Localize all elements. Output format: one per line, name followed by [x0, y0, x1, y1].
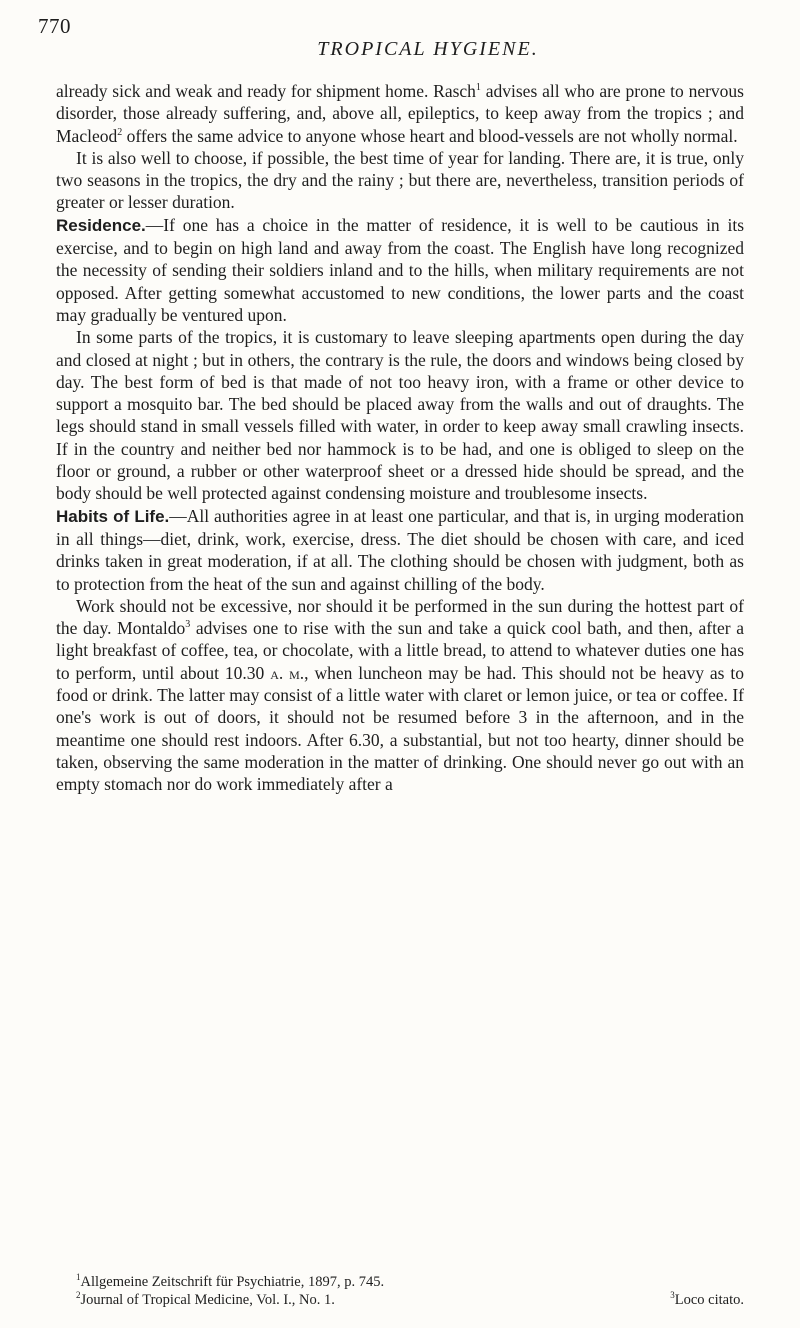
page-number: 770	[38, 14, 71, 38]
footnote-3	[670, 1291, 744, 1309]
section-heading-habits-of-life: Habits of Life.	[56, 506, 170, 526]
text-run: , when luncheon may be had. This should not be heavy as to food or drink. The latter may consist of a little water with claret or lemon juice, or tea or coffee. If one's work is out of doors, it should not be resumed before 3 in the afternoon, and in the meantime one should rest indoors. After 6.30, a substantial, but not too hearty, dinner should be taken, observing the same moderation in the matter of drinking. One should never go out with an empty stomach nor do work immediately after a	[56, 662, 744, 795]
paragraph: It is also well to choose, if possible, the best time of year for landing. There are, it is true, only two seasons in the tropics, the dry and the rainy ; but there are, nevertheless, transition periods of greater or lesser duration.	[56, 147, 744, 213]
paragraph	[56, 214, 744, 326]
footnote-marker: 2	[76, 1290, 81, 1301]
footnote-2	[76, 1291, 335, 1309]
footnote-1	[76, 1273, 744, 1291]
text-run: already sick and weak and ready for shipment home. Rasch	[56, 81, 476, 101]
footnote-marker: 1	[76, 1272, 81, 1283]
footnote-text: Journal of Tropical Medicine, Vol. I., No. 1.	[80, 1292, 335, 1308]
paragraph	[56, 80, 744, 147]
paragraph	[56, 595, 744, 796]
text-run: Work should not be excessive, nor should it be performed in the sun during the hottest part of the day. Montaldo	[56, 595, 744, 639]
footnote-text: Loco citato.	[674, 1292, 744, 1308]
footnote-ref: 2	[117, 126, 123, 138]
footnotes	[76, 1273, 744, 1309]
paragraph: In some parts of the tropics, it is customary to leave sleeping apartments open during the day and closed at night ; but in others, the contrary is the rule, the doors and windows being closed by day. The best form of bed is that made of not too heavy iron, with a frame or other device to support a mosquito bar. The bed should be placed away from the walls and out of draughts. The legs should stand in small vessels filled with water, in order to keep away small crawling insects. If in the country and neither bed nor hammock is to be had, and one is obliged to sleep on the floor or ground, a rubber or other waterproof sheet or a dressed hide should be spread, and the body should be well protected against condensing moisture and troublesome insects.	[56, 327, 744, 504]
page-header	[38, 14, 758, 60]
footnote-ref: 1	[475, 82, 481, 94]
body-text	[56, 80, 744, 796]
text-run: advises one to rise with the sun and take a quick cool bath, and then, after a light breakfast of coffee, tea, or chocolate, with a little bread, to attend to whatever duties one has to perform, until about 10.30	[56, 618, 744, 683]
footnote-ref: 3	[185, 619, 191, 631]
footnote-marker: 3	[670, 1290, 675, 1301]
text-run: —If one has a choice in the matter of residence, it is well to be cautious in its exercise, and to begin on high land and away from the coast. The English have long recognized the necessity of sending their soldiers inland and to the hills, when military requirements are not opposed. After getting somewhat accustomed to new conditions, the lower parts and the coast may gradually be ventured upon.	[56, 214, 744, 325]
running-head: TROPICAL HYGIENE.	[317, 38, 539, 60]
footnote-text: Allgemeine Zeitschrift für Psychiatrie, 1897, p. 745.	[80, 1274, 385, 1290]
paragraph	[56, 505, 744, 595]
text-run: offers the same advice to anyone whose heart and blood-vessels are not wholly normal.	[122, 125, 738, 146]
section-heading-residence: Residence.	[56, 215, 146, 235]
time-abbreviation: a. m.	[270, 662, 305, 683]
text-run: —All authorities agree in at least one particular, and that is, in urging moderation in all things—diet, drink, work, exercise, dress. The diet should be chosen with care, and iced drinks taken in great moderation, if at all. The clothing should be chosen with judgment, both as to protection from the heat of the sun and against chilling of the body.	[56, 505, 744, 594]
text-run: advises all who are prone to nervous disorder, those already suffering, and, above all, epileptics, to keep away from the tropics ; and Macleod	[56, 81, 744, 146]
